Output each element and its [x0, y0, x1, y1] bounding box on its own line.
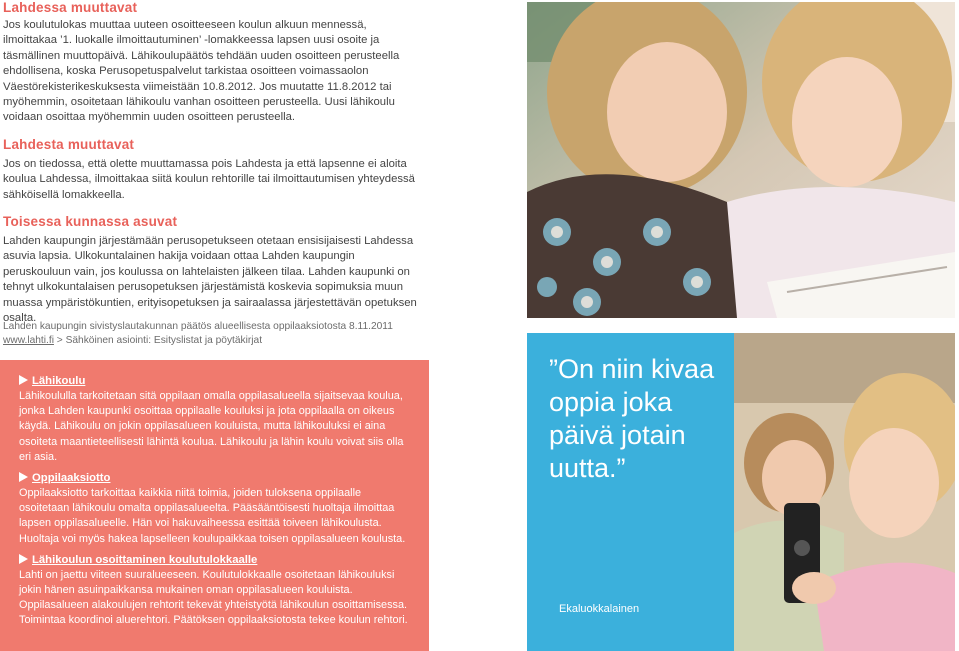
- source-line-1: Lahden kaupungin sivistyslautakunnan päätös alueellisesta oppilaaksiotosta 8.11.2011: [3, 321, 393, 332]
- definition-text: Lahti on jaettu viiteen suuralueeseen. Koulutulokkaalle osoitetaan lähikouluksi jokin hänen asuinpaikkansa mukainen oman oppilasalueen kouluista. Oppilasalueen alakoulujen rehtorit tekevät yhteistyötä lähikoulun osoittamisessa. Toimintaa koordinoi aluerehtori. Päätöksen oppilaaksiotosta tekee koulun rehtori.: [19, 568, 408, 627]
- definition-term: Oppilaaksiotto: [32, 472, 111, 485]
- section-text-moving-away: Jos on tiedossa, että olette muuttamassa pois Lahdesta ja että lapsenne ei aloita koulua Lahdessa, ilmoittakaa siitä koulun rehtorille tai ilmoittautumisen yhteydessä sähköisellä lomakkeella.: [3, 158, 415, 201]
- photo-kids-camera: [734, 333, 955, 651]
- quote-text: [549, 353, 734, 485]
- arrow-right-icon: [19, 554, 28, 564]
- quote-open-mark: ”: [549, 354, 558, 384]
- photo-illustration: [734, 333, 955, 651]
- source-note: [3, 320, 443, 347]
- quote-line-2: oppia joka: [549, 387, 673, 417]
- source-link[interactable]: www.lahti.fi: [3, 334, 54, 346]
- photo-illustration: [527, 2, 955, 318]
- definition-lahikoulun-osoittaminen: [19, 553, 413, 629]
- arrow-right-icon: [19, 375, 28, 385]
- definition-text: Oppilaaksiotto tarkoittaa kaikkia niitä toimia, joiden tuloksena oppilaalle osoitetaan lähikoulu omalta oppilasalueelta. Pääsääntöisesti huoltaja ilmoittaa lapsen oppilasalueelle. Hän voi hakuvaiheessa esittää toiveen lähikoulusta. Huoltaja voi myös hakea lapselleen koulupaikkaa toisen oppilasalueen koulusta.: [19, 487, 406, 545]
- definition-oppilaaksiotto: [19, 471, 413, 547]
- source-line-2: > Sähköinen asiointi: Esityslistat ja pöytäkirjat: [53, 334, 263, 346]
- section-title-other-municipality: Toisessa kunnassa asuvat: [3, 214, 178, 229]
- section-text-other-municipality: Lahden kaupungin järjestämään perusopetukseen otetaan ensisijaisesti Lahdessa asuvia lapsia. Ulkokuntalainen hakija voidaan ottaa Lahden kaupungin peruskouluun vain, jos koulussa on lahtelaisten jälkeen tilaa. Lahden kaupunki on tehnyt ulkokuntalaisen perusopetuksen järjestämistä koskevia sopimuksia muun muassa ympäristökuntien, erityisopetuksen ja sairaalassa järjestettävän opetuksen osalta.: [3, 235, 417, 325]
- definitions-box: [0, 360, 429, 651]
- quote-caption: Ekaluokkalainen: [559, 603, 640, 615]
- quote-box: [527, 333, 734, 651]
- quote-line-4: uutta.”: [549, 453, 626, 483]
- arrow-right-icon: [19, 472, 28, 482]
- definition-term: Lähikoulu: [32, 375, 86, 387]
- definition-text: Lähikoululla tarkoitetaan sitä oppilaan omalla oppilasalueella sijaitsevaa koulua, jonka Lahden kaupunki osoittaa oppilaalle kouluksi ja jota oppilaalla on oikeus käydä. Lähikoulu on jokin oppilasalueen kouluista, mutta lähikouluksi ei aina osoiteta maantieteellisesti lähintä koulua. Lähikoulu ja lähin koulu voivat siis olla eri asia.: [19, 390, 404, 463]
- definition-lahikoulu: [19, 374, 413, 465]
- section-moving-away: [3, 137, 423, 203]
- text-column: [3, 0, 423, 126]
- quote-line-1: On niin kivaa: [558, 354, 715, 384]
- section-other-municipality: [3, 214, 423, 326]
- quote-line-3: päivä jotain: [549, 420, 686, 450]
- definition-term: Lähikoulun osoittaminen koulutulokkaalle: [32, 553, 258, 566]
- photo-girls-reading: [527, 2, 955, 318]
- section-title-moving-away: Lahdesta muuttavat: [3, 137, 135, 152]
- section-title-moving-within: Lahdessa muuttavat: [3, 0, 138, 15]
- section-text-moving-within: Jos koulutulokas muuttaa uuteen osoitteeseen koulun alkuun mennessä, ilmoittakaa ’1. luokalle ilmoittautuminen’ -lomakkeessa lapsen uusi osoite ja täsmällinen muuttopäivä. Lähikoulupäätös tehdään uuden osoitteen perusteella ehdollisena, koska Perusopetuspalvelut tarkistaa osoitteen voimassaolon Väestörekisterikeskuksesta viimeistään 10.8.2012. Jos muutatte 11.8.2012 tai myöhemmin, osoitetaan lähikoulu vanhan osoitteen perusteella. Uusi lähikoulu voidaan osoittaa myöhemmin uuden osoitteen perusteella.: [3, 19, 400, 124]
